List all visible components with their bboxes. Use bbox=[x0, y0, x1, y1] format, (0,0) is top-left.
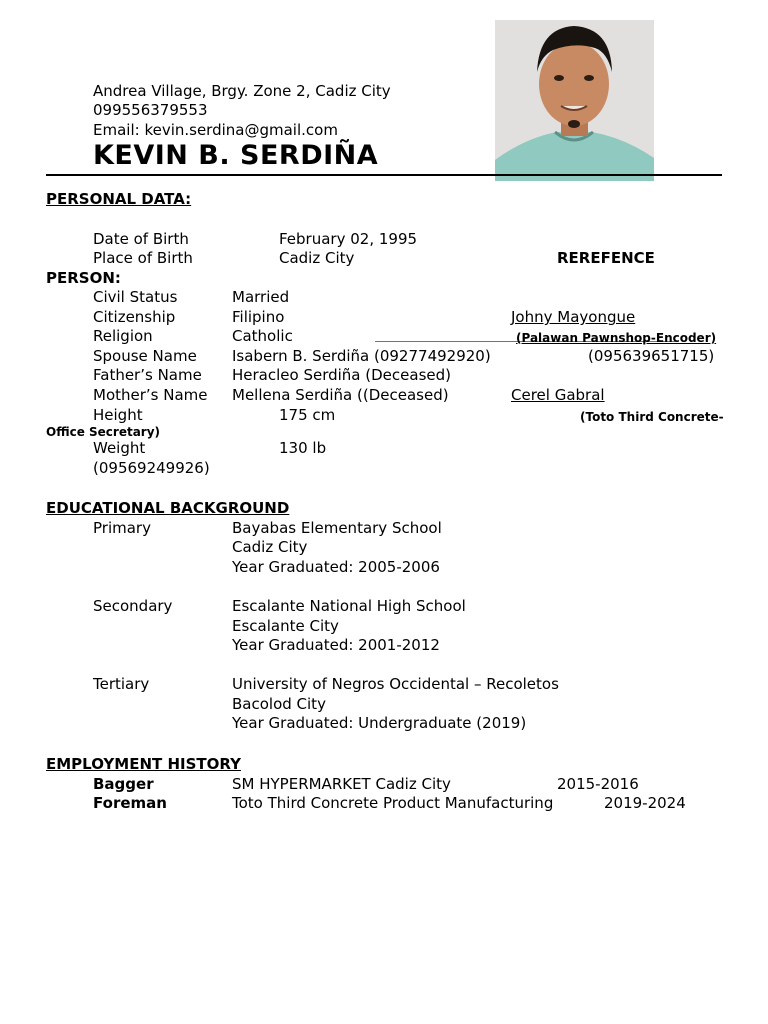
reference2-phone: (09569249926) bbox=[93, 459, 210, 477]
applicant-name: KEVIN B. SERDIÑA bbox=[93, 140, 379, 171]
mother-value: Mellena Serdiña ((Deceased) bbox=[232, 386, 449, 404]
reference1-role: (Palawan Pawnshop-Encoder) bbox=[516, 331, 717, 345]
tertiary-school: University of Negros Occidental – Recoletos bbox=[232, 675, 559, 693]
primary-label: Primary bbox=[93, 519, 151, 537]
citizenship-value: Filipino bbox=[232, 308, 285, 326]
job1-title: Bagger bbox=[93, 775, 154, 793]
education-heading: EDUCATIONAL BACKGROUND bbox=[46, 499, 290, 517]
reference-heading: REREFENCE bbox=[557, 249, 655, 267]
address: Andrea Village, Brgy. Zone 2, Cadiz City bbox=[93, 82, 391, 100]
personal-data-heading: PERSONAL DATA: bbox=[46, 190, 192, 208]
job2-title: Foreman bbox=[93, 794, 167, 812]
dob-value: February 02, 1995 bbox=[279, 230, 418, 248]
citizenship-label: Citizenship bbox=[93, 308, 176, 326]
civil-status-label: Civil Status bbox=[93, 288, 178, 306]
spouse-value: Isabern B. Serdiña (09277492920) bbox=[232, 347, 491, 365]
secondary-city: Escalante City bbox=[232, 617, 339, 635]
reference1-name: Johny Mayongue bbox=[511, 308, 636, 326]
profile-photo bbox=[495, 20, 654, 181]
tertiary-label: Tertiary bbox=[93, 675, 150, 693]
job2-company: Toto Third Concrete Product Manufacturing bbox=[232, 794, 554, 812]
reference1-phone: (095639651715) bbox=[588, 347, 715, 365]
religion-value: Catholic bbox=[232, 327, 293, 345]
employment-heading: EMPLOYMENT HISTORY bbox=[46, 755, 241, 773]
reference2-role-cont: Office Secretary) bbox=[46, 425, 161, 439]
father-label: Father’s Name bbox=[93, 366, 202, 384]
secondary-year: Year Graduated: 2001-2012 bbox=[232, 636, 440, 654]
pob-label: Place of Birth bbox=[93, 249, 193, 267]
phone: 099556379553 bbox=[93, 101, 208, 119]
job1-years: 2015-2016 bbox=[557, 775, 639, 793]
civil-status-value: Married bbox=[232, 288, 290, 306]
secondary-label: Secondary bbox=[93, 597, 173, 615]
reference2-name: Cerel Gabral bbox=[511, 386, 605, 404]
reference2-role: (Toto Third Concrete- bbox=[580, 410, 724, 424]
email: Email: kevin.serdina@gmail.com bbox=[93, 121, 338, 139]
height-value: 175 cm bbox=[279, 406, 336, 424]
tertiary-year: Year Graduated: Undergraduate (2019) bbox=[232, 714, 527, 732]
spouse-label: Spouse Name bbox=[93, 347, 197, 365]
height-label: Height bbox=[93, 406, 143, 424]
mother-label: Mother’s Name bbox=[93, 386, 208, 404]
tertiary-city: Bacolod City bbox=[232, 695, 326, 713]
weight-value: 130 lb bbox=[279, 439, 327, 457]
primary-year: Year Graduated: 2005-2006 bbox=[232, 558, 440, 576]
primary-city: Cadiz City bbox=[232, 538, 308, 556]
secondary-school: Escalante National High School bbox=[232, 597, 466, 615]
religion-label: Religion bbox=[93, 327, 153, 345]
job1-company: SM HYPERMARKET Cadiz City bbox=[232, 775, 451, 793]
father-value: Heracleo Serdiña (Deceased) bbox=[232, 366, 451, 384]
weight-label: Weight bbox=[93, 439, 146, 457]
reference-heading-cont: PERSON: bbox=[46, 269, 121, 287]
dob-label: Date of Birth bbox=[93, 230, 189, 248]
primary-school: Bayabas Elementary School bbox=[232, 519, 442, 537]
pob-value: Cadiz City bbox=[279, 249, 355, 267]
job2-years: 2019-2024 bbox=[604, 794, 686, 812]
header-divider bbox=[46, 174, 722, 176]
